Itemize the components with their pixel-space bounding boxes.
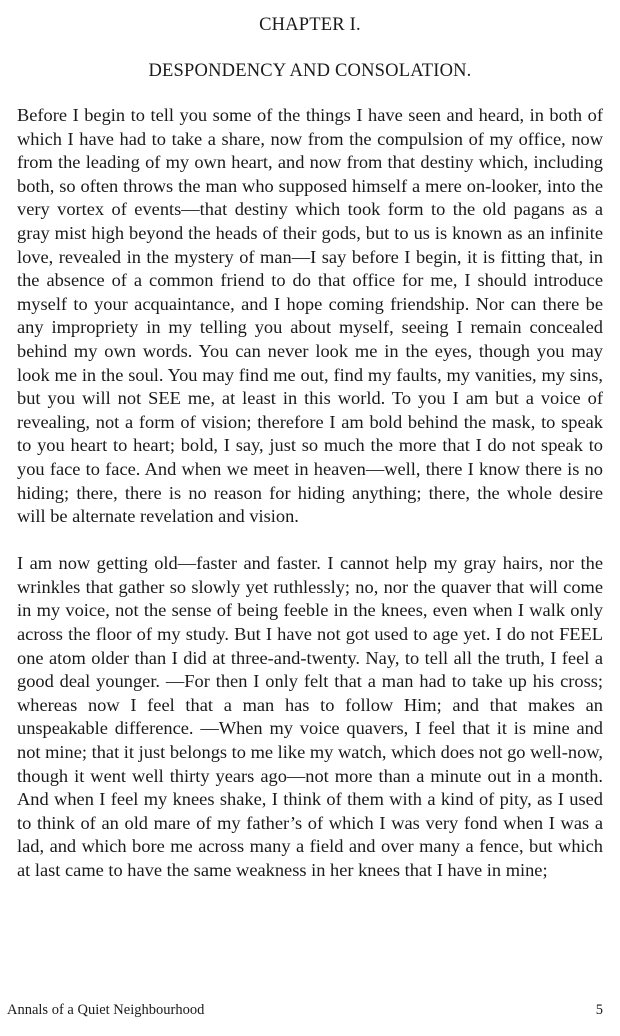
chapter-subtitle: DESPONDENCY AND CONSOLATION.	[148, 61, 472, 81]
paragraph-1: Before I begin to tell you some of the things I have seen and heard, in both of which I have had to take a share, now from the compulsion of my office, now from the leading of my own heart, and now from that destiny which, including both, so often throws the man who supposed himself a mere on-looker, into the very vortex of events—that destiny which took form to the old pagans as a gray mist high beyond the heads of their gods, but to us is known as an infinite love, revealed in the mystery of man—I say before I begin, it is fitting that, in the absence of a common friend to do that office for me, I should introduce myself to your acquaintance, and I hope coming friendship. Nor can there be any impropriety in my telling you about myself, seeing I remain concealed behind my own words. You can never look me in the eyes, though you may look me in the soul. You may find me out, find my faults, my vanities, my sins, but you will not SEE me, at least in this world. To you I am but a voice of revealing, not a form of vision; therefore I am bold behind the mask, to speak to you heart to heart; bold, I say, just so much the more that I do not speak to you face to face. And when we meet in heaven—well, there I know there is no hiding; there, there is no reason for hiding anything; there, the whole desire will be alternate revelation and vision.	[17, 105, 603, 527]
body-text	[17, 104, 603, 883]
chapter-title: CHAPTER I.	[259, 15, 361, 35]
page-number: 5	[595, 1002, 603, 1018]
paragraph-2: I am now getting old—faster and faster. I cannot help my gray hairs, nor the wrinkles that gather so slowly yet ruthlessly; no, nor the quaver that will come in my voice, not the sense of being feeble in the knees, even when I walk only across the floor of my study. But I have not got used to age yet. I do not FEEL one atom older than I did at three-and-twenty. Nay, to tell all the truth, I feel a good deal younger. —For then I only felt that a man had to take up his cross; whereas now I feel that a man has to follow Him; and that makes an unspeakable difference. —When my voice quavers, I feel that it is mine and not mine; that it just belongs to me like my watch, which does not go well-now, though it went well thirty years ago—not more than a minute out in a month. And when I feel my knees shake, I think of them with a kind of pity, as I used to think of an old mare of my father’s of which I was very fond when I was a lad, and which bore me across many a field and over many a fence, but which at last came to have the same weakness in her knees that I have in mine;	[17, 553, 603, 880]
running-footer-title: Annals of a Quiet Neighbourhood	[7, 1002, 205, 1018]
